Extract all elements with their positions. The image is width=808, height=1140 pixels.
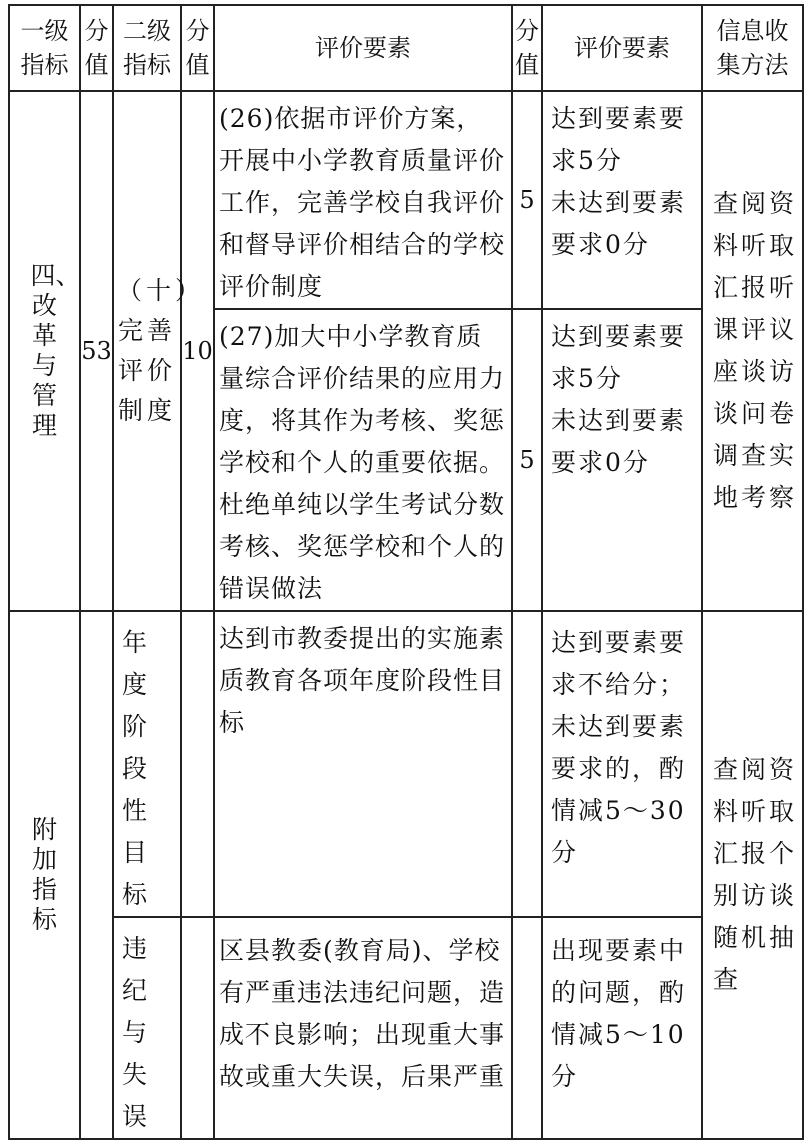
row-27-criteria [542,309,702,611]
section-a-score1: 53 [80,91,113,611]
header-score2: 分值 [181,5,214,91]
table-row [9,611,803,917]
section-b-row2-element: 区县教委(教育局)、学校有严重违法违纪问题，造成不良影响；出现重大事故或重大失误，后果严重 [214,917,512,1139]
row-27-element: (27)加大中小学教育质量综合评价结果的应用力度，将其作为考核、奖惩学校和个人的重要依据。杜绝单纯以学生考试分数考核、奖惩学校和个人的错误做法 [214,309,512,611]
row-27-criteria-unmet: 未达到要素要求0分 [551,406,687,477]
table-row [9,917,803,1139]
section-a-score2: 10 [181,91,214,611]
evaluation-table [8,4,804,1140]
row-26-element: (26)依据市评价方案，开展中小学教育质量评价工作，完善学校自我评价和督导评价相结合的学校评价制度 [214,91,512,309]
section-a-method: 查阅资料听取汇报听课评议座谈访谈问卷调查实地考察 [702,91,803,611]
header-row [9,5,803,91]
row-26-criteria-met: 达到要素要求5分 [551,104,687,175]
row-27-score: 5 [512,309,542,611]
section-b-row2-score3 [512,917,542,1139]
row-26-criteria-unmet: 未达到要素要求0分 [551,188,687,259]
section-b-row2-score2 [181,917,214,1139]
section-b-level1: 附加指标 [9,611,80,1139]
section-b-row1-score3 [512,611,542,917]
row-27-criteria-met: 达到要素要求5分 [551,322,687,393]
section-b-method: 查阅资料听取汇报个别访谈随机抽查 [702,611,803,1139]
section-b-row1-element: 达到市教委提出的实施素质教育各项年度阶段性目标 [214,611,512,917]
section-b-row1-criteria-met: 达到要素要求不给分； [551,628,687,699]
row-26-score: 5 [512,91,542,309]
header-criteria: 评价要素 [542,5,702,91]
row-26-criteria [542,91,702,309]
evaluation-table-page [8,4,802,1131]
header-level1: 一级指标 [9,5,80,91]
header-score3: 分值 [512,5,542,91]
header-level2: 二级指标 [113,5,181,91]
section-b-row2-criteria: 出现要素中的问题，酌情减5～10分 [542,917,702,1139]
header-elements: 评价要素 [214,5,512,91]
header-method: 信息收集方法 [702,5,803,91]
section-b-row1-level2: 年度阶段性目标 [113,611,181,917]
section-b-row1-criteria-unmet: 未达到要素要求的，酌情减5～30分 [551,712,687,867]
section-b-row1-criteria [542,611,702,917]
section-b-row1-score2 [181,611,214,917]
section-b-row2-level2: 违纪与失误 [113,917,181,1139]
section-a-level1: 四、改革与管理 [9,91,80,611]
section-b-score1 [80,611,113,1139]
table-row [9,91,803,309]
section-a-level2: （十）完善评价制度 [113,91,181,611]
header-score1: 分值 [80,5,113,91]
